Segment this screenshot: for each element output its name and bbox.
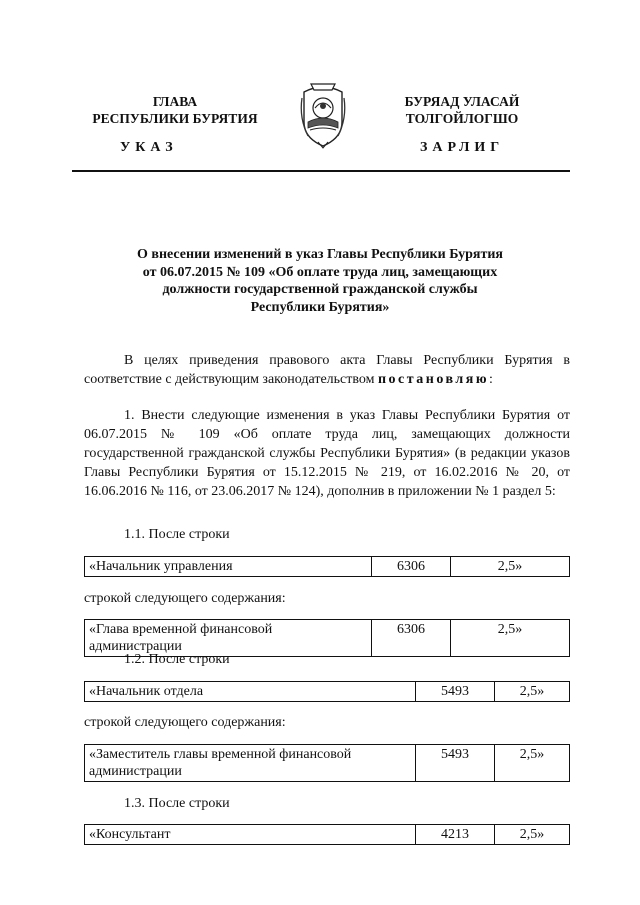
doc-type-left: УКАЗ bbox=[120, 140, 178, 155]
position-coefficient: 2,5» bbox=[495, 682, 570, 702]
position-name: «Начальник управления bbox=[85, 557, 372, 577]
table-row bbox=[85, 682, 570, 702]
subitem-1-2: 1.2. После строки bbox=[124, 652, 230, 667]
position-coefficient: 2,5» bbox=[495, 745, 570, 782]
decree-word: постановляю bbox=[377, 372, 490, 387]
position-name: «Заместитель главы временной финансовой администрации bbox=[85, 745, 416, 782]
position-name: «Начальник отдела bbox=[85, 682, 416, 702]
header-right bbox=[372, 93, 552, 127]
table-row bbox=[85, 745, 570, 782]
subitem-1-1: 1.1. После строки bbox=[124, 527, 230, 542]
table-row-group bbox=[84, 744, 570, 782]
header-left-line2: РЕСПУБЛИКИ БУРЯТИЯ bbox=[92, 111, 258, 126]
subitem-1-3: 1.3. После строки bbox=[124, 796, 230, 811]
header-left bbox=[80, 93, 270, 127]
new-row-label: строкой следующего содержания: bbox=[84, 591, 286, 606]
position-code: 5493 bbox=[416, 745, 495, 782]
table-row-group bbox=[84, 824, 570, 845]
title-line: от 06.07.2015 № 109 «Об оплате труда лиц, замещающих bbox=[142, 264, 498, 280]
header-right-line1: БУРЯАД УЛАСАЙ bbox=[404, 94, 520, 109]
table-row bbox=[85, 557, 570, 577]
coat-of-arms-icon bbox=[298, 78, 348, 150]
position-name: «Консультант bbox=[85, 825, 416, 845]
position-coefficient: 2,5» bbox=[451, 557, 570, 577]
position-code: 6306 bbox=[372, 557, 451, 577]
doc-type-right: ЗАРЛИГ bbox=[420, 140, 505, 155]
table-row-group bbox=[84, 556, 570, 577]
position-name: «Глава временной финансовой администрации bbox=[85, 620, 372, 657]
position-code: 4213 bbox=[416, 825, 495, 845]
position-code: 6306 bbox=[372, 620, 451, 657]
title-line: О внесении изменений в указ Главы Республики Бурятия bbox=[137, 247, 503, 262]
preamble-tail: : bbox=[489, 372, 493, 387]
title-line: должности государственной гражданской службы bbox=[162, 282, 478, 297]
item-1-paragraph: 1. Внести следующие изменения в указ Главы Республики Бурятия от 06.07.2015 № 109 «Об оплате труда лиц, замещающих должности государственной гражданской службы Республики Бурятия» (в редакции указов Главы Республики Бурятия от 15.12.2015 № 219, от 16.02.2016 № 20, от 16.06.2016 № 116, от 23.06.2017 № 124), дополнив в приложении № 1 раздел 5: bbox=[84, 408, 570, 499]
position-coefficient: 2,5» bbox=[451, 620, 570, 657]
document-title bbox=[80, 246, 560, 316]
position-code: 5493 bbox=[416, 682, 495, 702]
header-left-line1: ГЛАВА bbox=[152, 94, 198, 109]
table-row bbox=[85, 825, 570, 845]
position-coefficient: 2,5» bbox=[495, 825, 570, 845]
new-row-label: строкой следующего содержания: bbox=[84, 715, 286, 730]
title-line: Республики Бурятия» bbox=[250, 299, 390, 315]
preamble-paragraph bbox=[84, 351, 570, 389]
table-row-group bbox=[84, 681, 570, 702]
preamble-text: В целях приведения правового акта Главы Республики Бурятия в соответствие с действующим законодательством bbox=[84, 353, 570, 387]
header-right-line2: ТОЛГОЙЛОГШО bbox=[405, 111, 519, 126]
header-divider bbox=[72, 170, 570, 172]
